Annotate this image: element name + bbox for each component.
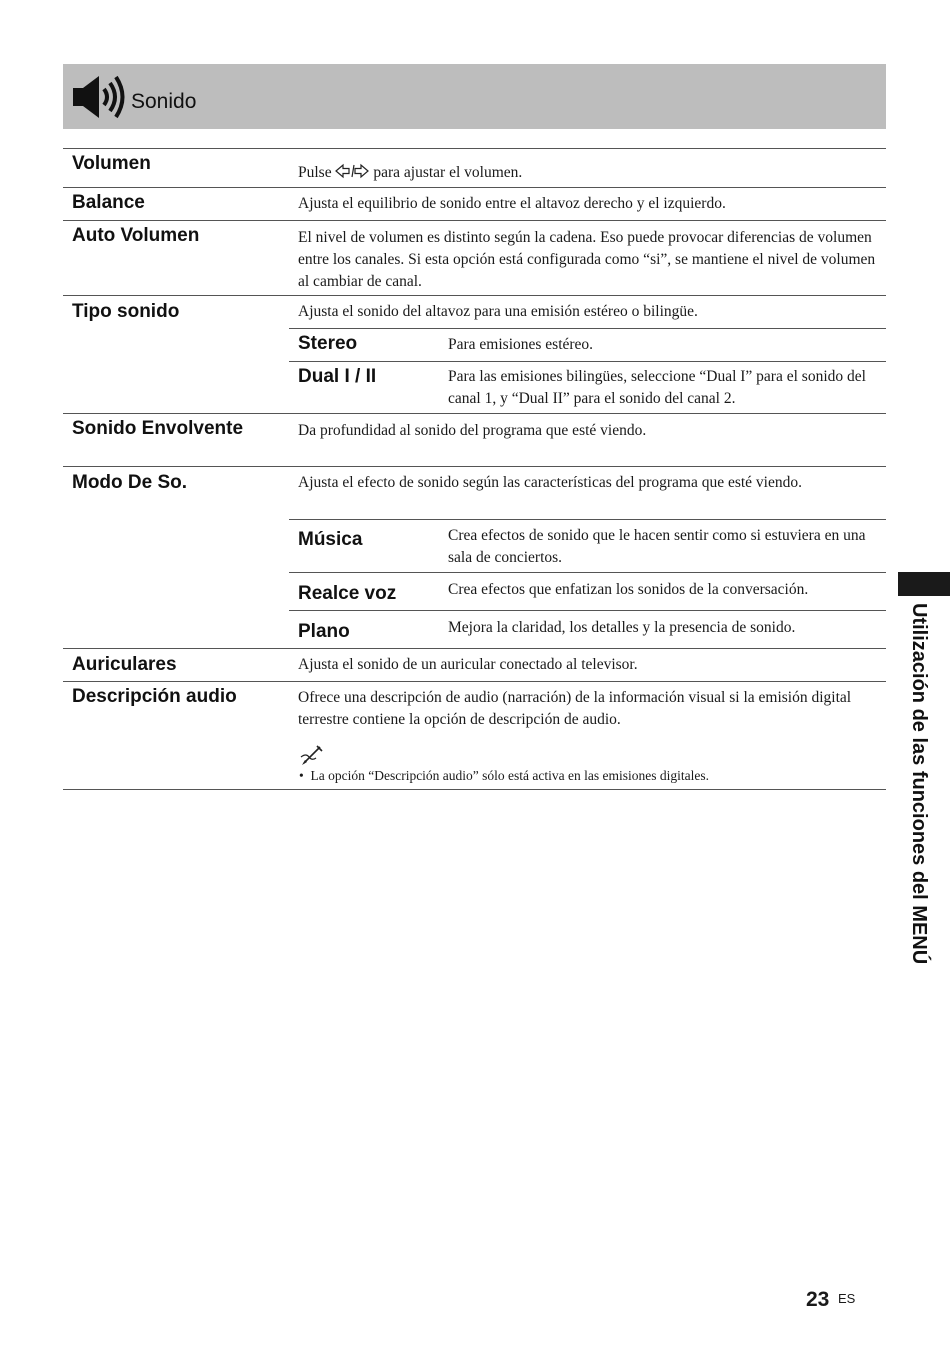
row-divider xyxy=(63,466,886,467)
sub-row-divider xyxy=(289,610,886,611)
sub-row-divider xyxy=(289,519,886,520)
note-text: • La opción “Descripción audio” sólo está activa en las emisiones digitales. xyxy=(299,768,709,783)
page-language: ES xyxy=(838,1291,856,1306)
row-divider xyxy=(63,187,886,188)
term-descripcion-audio: Descripción audio xyxy=(72,686,237,707)
option-realce-voz: Realce voz xyxy=(298,583,397,604)
desc-tipo-sonido: Ajusta el sonido del altavoz para una emisión estéreo o bilingüe. xyxy=(298,303,698,320)
option-musica: Música xyxy=(298,529,363,550)
term-sonido-envolvente: Sonido Envolvente xyxy=(72,418,244,439)
desc-sonido-envolvente: Da profundidad al sonido del programa que esté viendo. xyxy=(298,422,647,439)
term-balance: Balance xyxy=(72,192,145,213)
row-divider xyxy=(63,789,886,790)
desc-auriculares: Ajusta el sonido de un auricular conectado al televisor. xyxy=(298,656,638,673)
option-plano: Plano xyxy=(298,621,350,642)
desc-volumen: Pulse para ajustar el volumen. xyxy=(298,164,523,181)
option-dual-desc: Para las emisiones bilingües, seleccione “Dual I” para el sonido del canal 1, y “Dual II” para el sonido del canal 2. xyxy=(448,368,866,407)
term-auto-volumen: Auto Volumen xyxy=(72,225,200,246)
sub-row-divider xyxy=(289,572,886,573)
option-stereo-desc: Para emisiones estéreo. xyxy=(448,336,594,353)
sub-row-divider xyxy=(289,328,886,329)
pencil-note-icon xyxy=(300,744,326,766)
option-realce-voz-desc: Crea efectos que enfatizan los sonidos de la conversación. xyxy=(448,581,809,598)
term-auriculares: Auriculares xyxy=(72,654,177,675)
option-musica-desc: Crea efectos de sonido que le hacen sentir como si estuviera en una sala de conciertos. xyxy=(448,527,866,566)
term-tipo-sonido: Tipo sonido xyxy=(72,301,180,322)
option-stereo: Stereo xyxy=(298,333,358,354)
row-divider xyxy=(63,220,886,221)
option-plano-desc: Mejora la claridad, los detalles y la presencia de sonido. xyxy=(448,619,796,636)
sub-row-divider xyxy=(289,361,886,362)
term-volumen: Volumen xyxy=(72,153,151,174)
section-header xyxy=(63,64,886,129)
desc-auto-volumen: El nivel de volumen es distinto según la cadena. Eso puede provocar diferencias de volumen entre los canales. Si esta opción está configurada como “si”, se mantiene el nivel de volumen al cambiar de canal. xyxy=(298,229,876,290)
speaker-icon xyxy=(71,72,127,122)
side-section-label: Utilización de las funciones del MENÚ xyxy=(908,603,930,965)
page-number: 23 xyxy=(806,1288,830,1311)
left-right-arrow-icon xyxy=(335,163,369,179)
section-title: Sonido xyxy=(131,90,197,113)
row-divider xyxy=(63,648,886,649)
side-tab-marker xyxy=(898,572,950,596)
desc-descripcion-audio: Ofrece una descripción de audio (narración) de la información visual si la emisión digital terrestre contiene la opción de descripción de audio. xyxy=(298,689,852,728)
term-modo-de-so: Modo De So. xyxy=(72,472,188,493)
desc-balance: Ajusta el equilibrio de sonido entre el altavoz derecho y el izquierdo. xyxy=(298,195,726,212)
row-divider xyxy=(63,295,886,296)
row-divider xyxy=(63,681,886,682)
row-divider xyxy=(63,413,886,414)
option-dual: Dual I / II xyxy=(298,366,377,387)
row-divider xyxy=(63,148,886,149)
desc-modo-de-so: Ajusta el efecto de sonido según las características del programa que esté viendo. xyxy=(298,474,802,491)
